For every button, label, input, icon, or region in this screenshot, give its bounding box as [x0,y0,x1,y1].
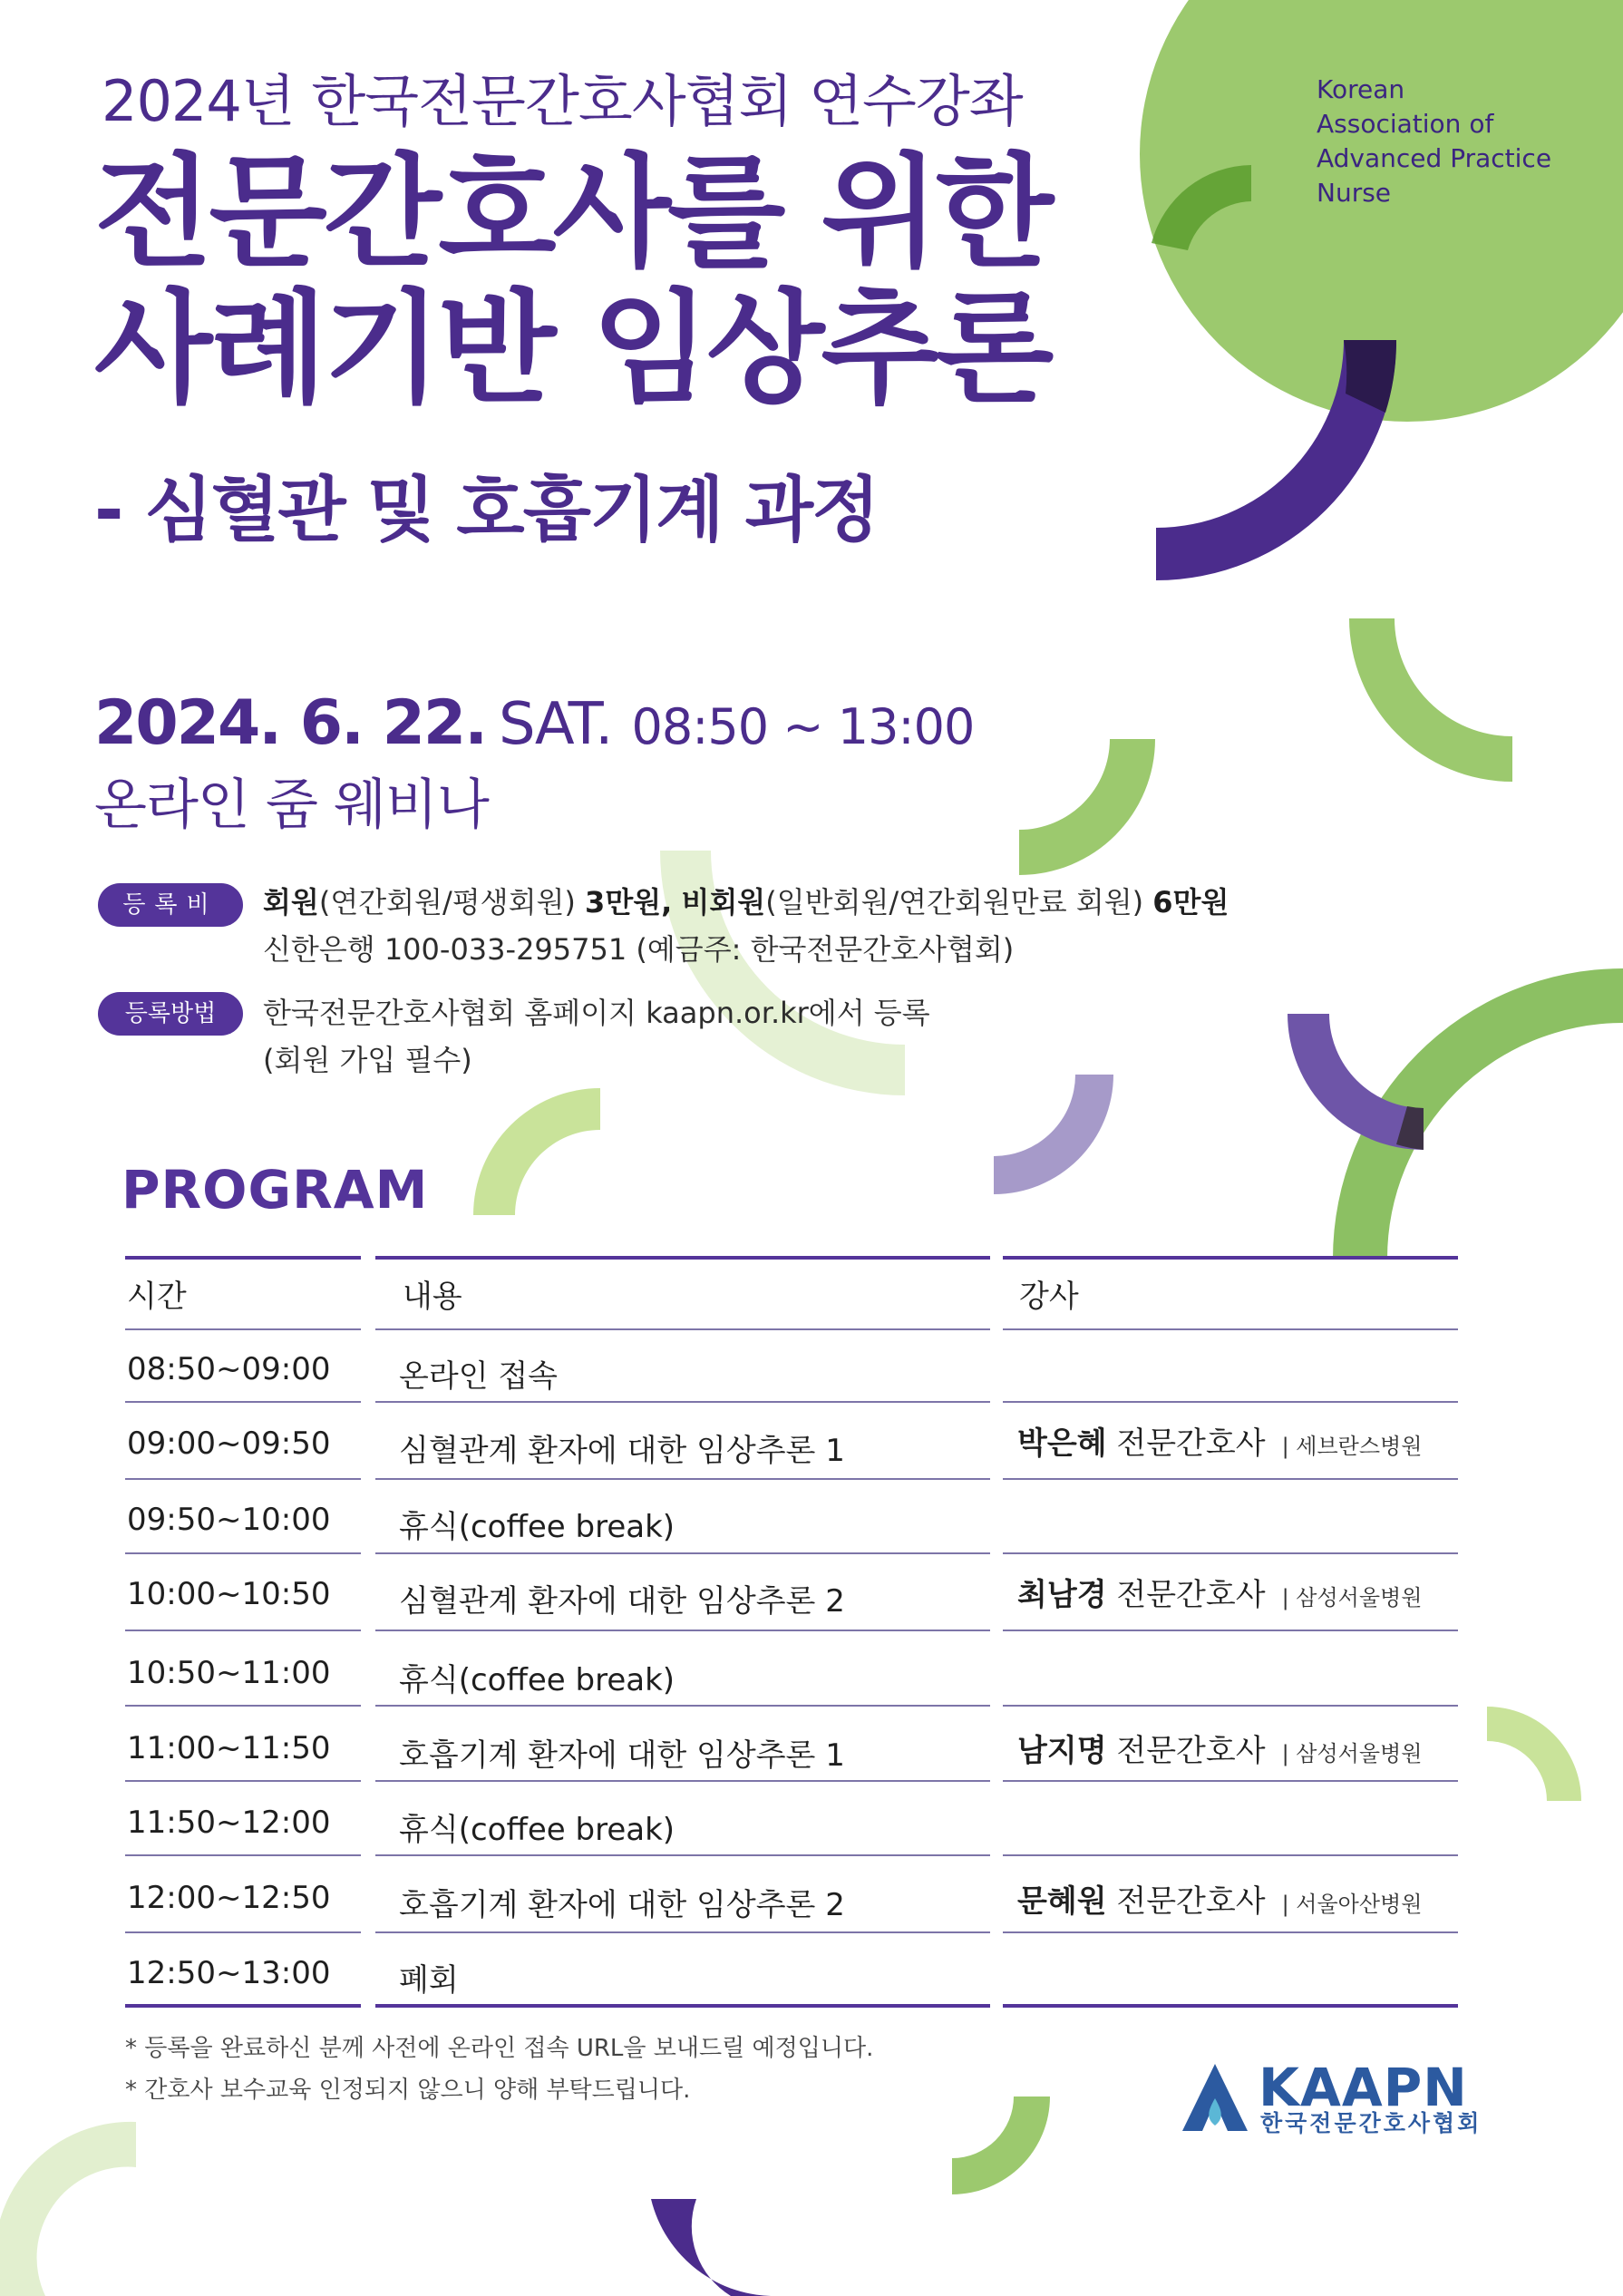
column-header-time: 시간 [127,1279,187,1315]
association-line: Nurse [1317,178,1392,208]
fee-label-badge: 등록비 [98,883,243,927]
association-line: Korean [1317,74,1405,104]
program-content: 휴식(coffee break) [399,1812,675,1848]
table-row-rule [125,1780,361,1782]
program-title: PROGRAM [121,1159,429,1221]
logo-subtitle: 한국전문간호사협회 [1260,2110,1482,2136]
program-time: 08:50~09:00 [127,1351,331,1387]
table-row-rule [375,1401,990,1403]
program-content: 온라인 접속 [399,1358,559,1395]
bank-account: 신한은행 100-033-295751 (예금주: 한국전문간호사협회) [263,932,1015,967]
table-row-rule [125,1630,361,1631]
fee-member-type: (연간회원/평생회원) [318,885,576,919]
speaker-name: 박은혜 [1017,1425,1107,1462]
program-time: 09:50~10:00 [127,1502,331,1538]
fee-nonmember-type: (일반회원/연간회원만료 회원) [765,885,1144,919]
light-green-arc-right-bottom [1487,1707,1581,1801]
note-1: * 등록을 완료하신 분께 사전에 온라인 접속 URL을 보내드릴 예정입니다. [125,2035,874,2062]
table-row-rule [125,1328,361,1330]
table-bottom-rule [125,2004,361,2008]
event-date [94,687,974,759]
table-row-rule [1003,1630,1458,1631]
fee-nonmember: 비회원 [681,885,766,919]
lavender-arc [994,1075,1113,1194]
table-row-rule [1003,1552,1458,1554]
date: 2024. 6. 22. [94,687,487,759]
speaker-hospital: | 삼성서울병원 [1281,1585,1423,1610]
table-top-rule [375,1256,990,1260]
fee-member: 회원 [263,885,319,919]
speaker-hospital: | 세브란스병원 [1281,1434,1423,1459]
table-row-rule [1003,1780,1458,1782]
table-row-rule [125,1401,361,1403]
program-content: 심혈관계 환자에 대한 임상추론 1 [399,1433,845,1469]
table-row-rule [125,1931,361,1933]
speaker-2 [1017,1570,1422,1614]
table-row-rule [1003,1328,1458,1330]
course-title: - 심혈관 및 호흡기계 과정 [94,470,879,551]
table-row-rule [125,1854,361,1856]
title-line-2: 사례기반 임상추론 [94,277,1051,420]
table-row-rule [375,1630,990,1631]
program-content: 호흡기계 환자에 대한 임상추론 2 [399,1887,845,1923]
table-row-rule [125,1552,361,1554]
speaker-hospital: | 삼성서울병원 [1281,1741,1423,1766]
green-arc-right [1349,618,1512,782]
program-time: 11:50~12:00 [127,1805,331,1841]
program-time: 09:00~09:50 [127,1425,331,1462]
table-row-rule [125,1478,361,1480]
table-top-rule [125,1256,361,1260]
table-row-rule [375,1328,990,1330]
fee-member-amount: 3만원 [585,885,662,919]
registration-method-note: (회원 가입 필수) [263,1043,472,1077]
table-row-rule [375,1931,990,1933]
fee-nonmember-amount: 6만원 [1152,885,1229,919]
association-line: Association of [1317,109,1494,139]
association-line: Advanced Practice [1317,143,1552,173]
speaker-title: 전문간호사 [1116,1577,1266,1613]
table-row-rule [375,1705,990,1707]
program-time: 10:50~11:00 [127,1655,331,1691]
day: SAT. [499,691,612,758]
purple-arc-bottom [651,2199,778,2296]
table-row-rule [375,1478,990,1480]
fee-info: 회원(연간회원/평생회원) 3만원, 비회원(일반회원/연간회원만료 회원) 6만원 [263,885,1229,919]
time-range: 08:50 ~ 13:00 [631,698,975,755]
program-time: 12:00~12:50 [127,1880,331,1916]
speaker-1 [1017,1418,1422,1463]
event-subtitle: 2024년 한국전문간호사협회 연수강좌 [102,68,1023,134]
column-header-speaker: 강사 [1019,1279,1079,1315]
green-arc-bottom [952,2097,1050,2194]
table-bottom-rule [375,2004,990,2008]
table-row-rule [1003,1854,1458,1856]
speaker-4 [1017,1876,1422,1921]
column-header-content: 내용 [403,1279,462,1315]
table-row-rule [375,1780,990,1782]
main-title [94,141,1051,420]
table-row-rule [1003,1478,1458,1480]
kaapn-logo-icon [1181,2062,1249,2135]
speaker-title: 전문간호사 [1116,1883,1266,1920]
light-green-arc-program [473,1088,600,1215]
program-content: 호흡기계 환자에 대한 임상추론 1 [399,1737,845,1774]
note-2: * 간호사 보수교육 인정되지 않으니 양해 부탁드립니다. [125,2077,691,2104]
table-row-rule [1003,1401,1458,1403]
table-row-rule [125,1705,361,1707]
registration-method: 한국전문간호사협회 홈페이지 kaapn.or.kr에서 등록 [263,996,930,1030]
title-line-1: 전문간호사를 위한 [94,141,1051,284]
speaker-title: 전문간호사 [1116,1425,1266,1462]
program-content: 휴식(coffee break) [399,1662,675,1698]
program-content: 폐회 [399,1962,459,1999]
logo-name: KAAPN [1259,2057,1468,2118]
program-time: 11:00~11:50 [127,1730,331,1766]
program-content: 휴식(coffee break) [399,1509,675,1545]
pale-green-arc-bottom-left [0,2122,136,2296]
table-bottom-rule [1003,2004,1458,2008]
table-row-rule [1003,1705,1458,1707]
program-content: 심혈관계 환자에 대한 임상추론 2 [399,1583,845,1620]
association-name [1317,73,1551,210]
speaker-name: 남지명 [1017,1733,1107,1769]
table-row-rule [1003,1931,1458,1933]
table-top-rule [1003,1256,1458,1260]
table-row-rule [375,1854,990,1856]
speaker-name: 문혜원 [1017,1883,1107,1920]
speaker-title: 전문간호사 [1116,1733,1266,1769]
speaker-hospital: | 서울아산병원 [1281,1892,1423,1917]
program-time: 12:50~13:00 [127,1955,331,1991]
green-arc-mid [1019,739,1155,875]
speaker-3 [1017,1726,1422,1770]
program-time: 10:00~10:50 [127,1576,331,1612]
speaker-name: 최남경 [1017,1577,1107,1613]
venue: 온라인 줌 웨비나 [94,773,489,837]
table-row-rule [375,1552,990,1554]
method-label-badge: 등록방법 [98,992,243,1036]
